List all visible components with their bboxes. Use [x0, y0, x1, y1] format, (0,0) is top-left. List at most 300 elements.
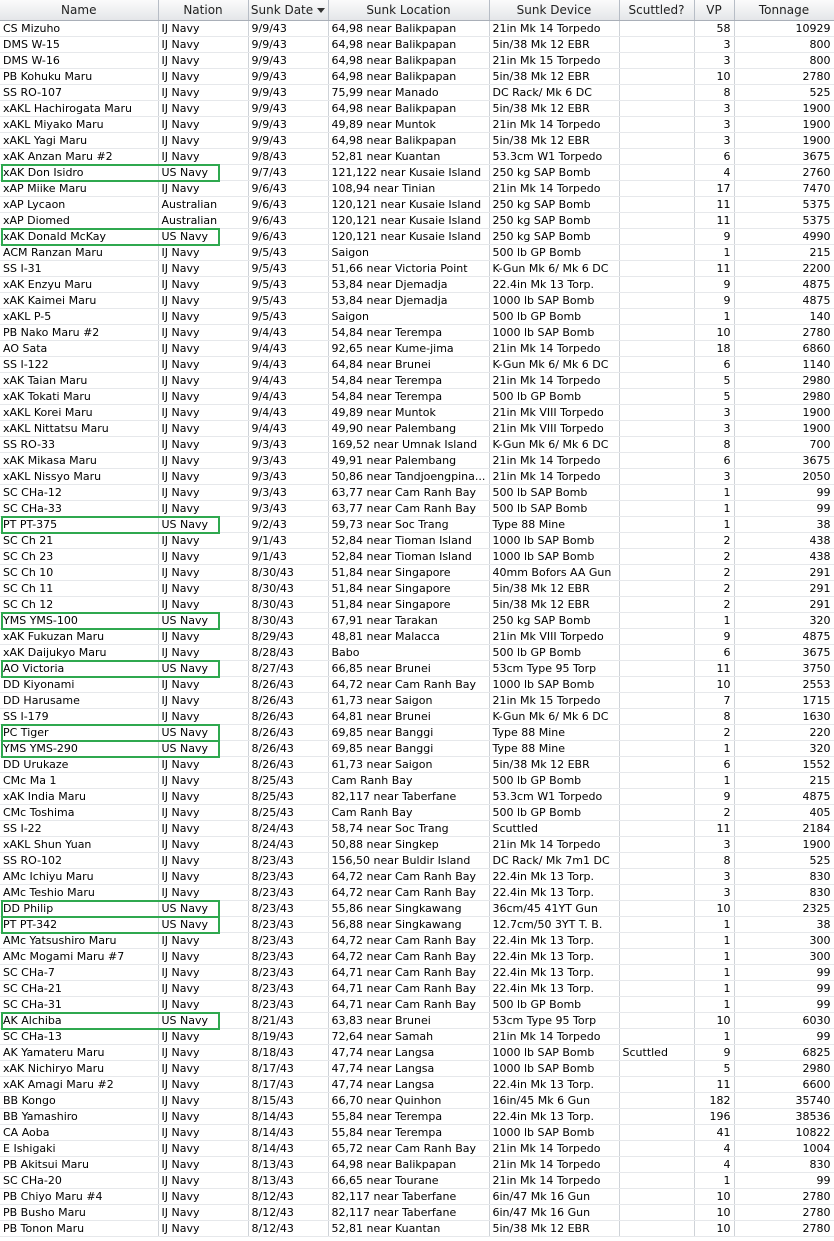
cell-sunk-location: 108,94 near Tinian: [328, 181, 489, 197]
cell-tonnage: 830: [734, 885, 834, 901]
cell-vp: 17: [694, 181, 734, 197]
cell-sunk-device: 1000 lb SAP Bomb: [489, 325, 619, 341]
cell-scuttled: [619, 165, 694, 181]
cell-scuttled: [619, 357, 694, 373]
cell-nation: IJ Navy: [158, 1189, 248, 1205]
cell-name: ACM Ranzan Maru: [0, 245, 158, 261]
table-row[interactable]: [0, 421, 834, 437]
cell-scuttled: [619, 997, 694, 1013]
cell-vp: 10: [694, 1205, 734, 1221]
cell-tonnage: 35740: [734, 1093, 834, 1109]
cell-sunk-device: 1000 lb SAP Bomb: [489, 549, 619, 565]
table-row[interactable]: [0, 565, 834, 581]
cell-sunk-device: 21in Mk 14 Torpedo: [489, 21, 619, 37]
cell-tonnage: 4875: [734, 629, 834, 645]
cell-nation: IJ Navy: [158, 1125, 248, 1141]
table-row[interactable]: [0, 373, 834, 389]
cell-sunk-date: 8/12/43: [248, 1221, 328, 1237]
cell-vp: 3: [694, 469, 734, 485]
cell-tonnage: 300: [734, 933, 834, 949]
cell-sunk-date: 9/6/43: [248, 229, 328, 245]
table-row[interactable]: [0, 1205, 834, 1221]
cell-tonnage: 38: [734, 917, 834, 933]
cell-sunk-date: 8/17/43: [248, 1061, 328, 1077]
cell-nation: IJ Navy: [158, 757, 248, 773]
table-row[interactable]: [0, 629, 834, 645]
table-row[interactable]: [0, 1077, 834, 1093]
cell-sunk-date: 8/14/43: [248, 1125, 328, 1141]
cell-sunk-location: 64,72 near Cam Ranh Bay: [328, 933, 489, 949]
cell-sunk-device: 250 kg SAP Bomb: [489, 197, 619, 213]
table-row[interactable]: [0, 949, 834, 965]
cell-sunk-date: 9/5/43: [248, 293, 328, 309]
cell-sunk-location: 55,84 near Terempa: [328, 1125, 489, 1141]
table-row[interactable]: [0, 85, 834, 101]
cell-nation: IJ Navy: [158, 1205, 248, 1221]
cell-nation: IJ Navy: [158, 789, 248, 805]
cell-sunk-device: K-Gun Mk 6/ Mk 6 DC: [489, 357, 619, 373]
table-row[interactable]: [0, 1029, 834, 1045]
cell-vp: 10: [694, 1013, 734, 1029]
table-row[interactable]: [0, 453, 834, 469]
cell-vp: 1: [694, 1029, 734, 1045]
column-header-label: Name: [61, 3, 97, 17]
table-row[interactable]: [0, 837, 834, 853]
cell-nation: IJ Navy: [158, 181, 248, 197]
cell-tonnage: 99: [734, 981, 834, 997]
cell-vp: 58: [694, 21, 734, 37]
table-row[interactable]: [0, 901, 834, 917]
cell-name: xAK India Maru: [0, 789, 158, 805]
table-row[interactable]: [0, 389, 834, 405]
cell-nation: IJ Navy: [158, 421, 248, 437]
cell-sunk-date: 8/18/43: [248, 1045, 328, 1061]
cell-tonnage: 2050: [734, 469, 834, 485]
cell-tonnage: 99: [734, 501, 834, 517]
cell-nation: IJ Navy: [158, 645, 248, 661]
cell-scuttled: [619, 837, 694, 853]
cell-sunk-device: 21in Mk 15 Torpedo: [489, 53, 619, 69]
cell-scuttled: [619, 117, 694, 133]
cell-tonnage: 700: [734, 437, 834, 453]
cell-name: SC Ch 10: [0, 565, 158, 581]
cell-nation: IJ Navy: [158, 37, 248, 53]
cell-tonnage: 6600: [734, 1077, 834, 1093]
cell-sunk-location: 64,98 near Balikpapan: [328, 1157, 489, 1173]
cell-nation: IJ Navy: [158, 533, 248, 549]
cell-sunk-location: 61,73 near Saigon: [328, 693, 489, 709]
table-row[interactable]: [0, 869, 834, 885]
cell-scuttled: [619, 677, 694, 693]
cell-sunk-device: 22.4in Mk 13 Torp.: [489, 869, 619, 885]
cell-sunk-location: 65,72 near Cam Ranh Bay: [328, 1141, 489, 1157]
cell-vp: 8: [694, 709, 734, 725]
cell-sunk-date: 8/13/43: [248, 1157, 328, 1173]
table-row[interactable]: [0, 469, 834, 485]
table-row[interactable]: [0, 1189, 834, 1205]
cell-sunk-location: 156,50 near Buldir Island: [328, 853, 489, 869]
cell-sunk-location: 51,84 near Singapore: [328, 581, 489, 597]
table-row[interactable]: [0, 773, 834, 789]
cell-sunk-device: 250 kg SAP Bomb: [489, 613, 619, 629]
table-row[interactable]: [0, 309, 834, 325]
cell-vp: 11: [694, 1077, 734, 1093]
cell-vp: 10: [694, 325, 734, 341]
cell-sunk-date: 9/8/43: [248, 149, 328, 165]
cell-scuttled: [619, 533, 694, 549]
cell-sunk-date: 8/26/43: [248, 741, 328, 757]
cell-sunk-device: 22.4in Mk 13 Torp.: [489, 885, 619, 901]
table-row[interactable]: [0, 245, 834, 261]
table-row[interactable]: [0, 933, 834, 949]
cell-tonnage: 7470: [734, 181, 834, 197]
cell-nation: IJ Navy: [158, 453, 248, 469]
cell-sunk-device: 21in Mk VIII Torpedo: [489, 629, 619, 645]
table-row[interactable]: [0, 197, 834, 213]
table-row[interactable]: [0, 341, 834, 357]
cell-tonnage: 2780: [734, 1205, 834, 1221]
table-row[interactable]: [0, 613, 834, 629]
cell-name: xAK Fukuzan Maru: [0, 629, 158, 645]
column-header-nation[interactable]: [158, 0, 248, 21]
table-row[interactable]: [0, 1013, 834, 1029]
cell-scuttled: [619, 709, 694, 725]
cell-name: BB Kongo: [0, 1093, 158, 1109]
table-row[interactable]: [0, 725, 834, 741]
cell-sunk-device: 21in Mk 14 Torpedo: [489, 117, 619, 133]
cell-sunk-location: 82,117 near Taberfane: [328, 1189, 489, 1205]
cell-name: SC CHa-33: [0, 501, 158, 517]
cell-sunk-device: 500 lb GP Bomb: [489, 773, 619, 789]
cell-sunk-location: 64,81 near Brunei: [328, 709, 489, 725]
table-row[interactable]: [0, 693, 834, 709]
cell-sunk-date: 9/3/43: [248, 485, 328, 501]
cell-sunk-location: 63,77 near Cam Ranh Bay: [328, 485, 489, 501]
table-row[interactable]: [0, 677, 834, 693]
table-row[interactable]: [0, 853, 834, 869]
cell-sunk-device: 22.4in Mk 13 Torp.: [489, 981, 619, 997]
cell-name: xAKL Shun Yuan: [0, 837, 158, 853]
cell-scuttled: [619, 853, 694, 869]
cell-tonnage: 2200: [734, 261, 834, 277]
column-header-label: Sunk Date: [250, 3, 314, 17]
table-row[interactable]: [0, 789, 834, 805]
cell-scuttled: [619, 1205, 694, 1221]
cell-sunk-location: 63,77 near Cam Ranh Bay: [328, 501, 489, 517]
cell-scuttled: [619, 245, 694, 261]
cell-sunk-date: 9/3/43: [248, 501, 328, 517]
cell-nation: IJ Navy: [158, 437, 248, 453]
cell-sunk-device: K-Gun Mk 6/ Mk 6 DC: [489, 437, 619, 453]
table-row[interactable]: [0, 1141, 834, 1157]
table-row[interactable]: [0, 1045, 834, 1061]
cell-scuttled: [619, 85, 694, 101]
table-row[interactable]: [0, 821, 834, 837]
cell-sunk-location: 67,91 near Tarakan: [328, 613, 489, 629]
table-row[interactable]: [0, 213, 834, 229]
column-header-scuttled[interactable]: [619, 0, 694, 21]
cell-nation: IJ Navy: [158, 341, 248, 357]
cell-sunk-date: 9/9/43: [248, 21, 328, 37]
column-header-vp[interactable]: [694, 0, 734, 21]
cell-sunk-location: 56,88 near Singkawang: [328, 917, 489, 933]
cell-sunk-date: 8/30/43: [248, 597, 328, 613]
cell-scuttled: [619, 69, 694, 85]
cell-scuttled: [619, 1029, 694, 1045]
cell-name: DD Harusame: [0, 693, 158, 709]
table-row[interactable]: [0, 357, 834, 373]
cell-tonnage: 438: [734, 533, 834, 549]
cell-sunk-device: K-Gun Mk 6/ Mk 6 DC: [489, 261, 619, 277]
cell-vp: 1: [694, 501, 734, 517]
table-row[interactable]: [0, 661, 834, 677]
cell-scuttled: [619, 549, 694, 565]
cell-tonnage: 3675: [734, 149, 834, 165]
cell-name: SS I-122: [0, 357, 158, 373]
cell-sunk-location: 64,72 near Cam Ranh Bay: [328, 885, 489, 901]
cell-sunk-date: 8/23/43: [248, 965, 328, 981]
cell-vp: 4: [694, 165, 734, 181]
cell-scuttled: [619, 421, 694, 437]
cell-scuttled: [619, 1173, 694, 1189]
cell-name: SC CHa-20: [0, 1173, 158, 1189]
table-row[interactable]: [0, 997, 834, 1013]
column-header-sunk-location[interactable]: [328, 0, 489, 21]
table-row[interactable]: [0, 517, 834, 533]
cell-tonnage: 38: [734, 517, 834, 533]
cell-sunk-date: 9/5/43: [248, 261, 328, 277]
table-row[interactable]: [0, 293, 834, 309]
cell-sunk-date: 9/9/43: [248, 69, 328, 85]
table-row[interactable]: [0, 965, 834, 981]
table-row[interactable]: [0, 277, 834, 293]
cell-sunk-date: 8/29/43: [248, 629, 328, 645]
table-row[interactable]: [0, 981, 834, 997]
cell-sunk-location: 64,98 near Balikpapan: [328, 53, 489, 69]
table-row[interactable]: [0, 69, 834, 85]
cell-vp: 3: [694, 421, 734, 437]
cell-name: CMc Ma 1: [0, 773, 158, 789]
cell-name: PB Chiyo Maru #4: [0, 1189, 158, 1205]
cell-sunk-location: 49,89 near Muntok: [328, 117, 489, 133]
cell-nation: IJ Navy: [158, 837, 248, 853]
cell-vp: 1: [694, 933, 734, 949]
column-header-name[interactable]: [0, 0, 158, 21]
table-row[interactable]: [0, 1061, 834, 1077]
cell-sunk-location: 82,117 near Taberfane: [328, 789, 489, 805]
cell-sunk-device: Scuttled: [489, 821, 619, 837]
cell-vp: 1: [694, 965, 734, 981]
cell-tonnage: 1552: [734, 757, 834, 773]
cell-name: xAKL Nissyo Maru: [0, 469, 158, 485]
table-row[interactable]: [0, 1157, 834, 1173]
table-row[interactable]: [0, 149, 834, 165]
table-row[interactable]: [0, 117, 834, 133]
cell-name: PB Kohuku Maru: [0, 69, 158, 85]
cell-nation: IJ Navy: [158, 277, 248, 293]
cell-sunk-location: 66,65 near Tourane: [328, 1173, 489, 1189]
cell-scuttled: [619, 885, 694, 901]
cell-sunk-date: 8/24/43: [248, 837, 328, 853]
table-row[interactable]: [0, 485, 834, 501]
cell-scuttled: [619, 661, 694, 677]
cell-sunk-device: 22.4in Mk 13 Torp.: [489, 965, 619, 981]
table-row[interactable]: [0, 437, 834, 453]
cell-sunk-location: 55,84 near Terempa: [328, 1109, 489, 1125]
cell-vp: 3: [694, 133, 734, 149]
cell-sunk-device: 53.3cm W1 Torpedo: [489, 789, 619, 805]
cell-tonnage: 4990: [734, 229, 834, 245]
cell-sunk-device: 21in Mk 14 Torpedo: [489, 341, 619, 357]
table-row[interactable]: [0, 405, 834, 421]
table-row[interactable]: [0, 549, 834, 565]
cell-tonnage: 405: [734, 805, 834, 821]
cell-nation: IJ Navy: [158, 133, 248, 149]
cell-sunk-date: 8/23/43: [248, 869, 328, 885]
cell-sunk-location: 53,84 near Djemadja: [328, 293, 489, 309]
cell-tonnage: 99: [734, 965, 834, 981]
cell-tonnage: 3750: [734, 661, 834, 677]
cell-sunk-device: 21in Mk VIII Torpedo: [489, 421, 619, 437]
cell-sunk-location: 52,81 near Kuantan: [328, 1221, 489, 1237]
table-row[interactable]: [0, 181, 834, 197]
cell-tonnage: 4875: [734, 293, 834, 309]
cell-sunk-device: 21in Mk 14 Torpedo: [489, 1029, 619, 1045]
table-row[interactable]: [0, 805, 834, 821]
cell-scuttled: [619, 741, 694, 757]
cell-name: SS I-22: [0, 821, 158, 837]
cell-name: PT PT-375: [0, 517, 158, 533]
cell-vp: 4: [694, 1141, 734, 1157]
cell-tonnage: 3675: [734, 645, 834, 661]
table-row[interactable]: [0, 1125, 834, 1141]
cell-nation: US Navy: [158, 165, 248, 181]
cell-sunk-device: 21in Mk 14 Torpedo: [489, 1173, 619, 1189]
cell-name: xAK Mikasa Maru: [0, 453, 158, 469]
table-row[interactable]: [0, 1109, 834, 1125]
table-row[interactable]: [0, 261, 834, 277]
cell-sunk-device: 500 lb SAP Bomb: [489, 501, 619, 517]
table-row[interactable]: [0, 165, 834, 181]
table-row[interactable]: [0, 757, 834, 773]
cell-name: xAK Tokati Maru: [0, 389, 158, 405]
cell-scuttled: [619, 181, 694, 197]
cell-sunk-device: DC Rack/ Mk 7m1 DC: [489, 853, 619, 869]
column-header-sunk-date[interactable]: [248, 0, 328, 21]
cell-scuttled: [619, 693, 694, 709]
cell-sunk-date: 9/2/43: [248, 517, 328, 533]
cell-nation: Australian: [158, 197, 248, 213]
cell-tonnage: 320: [734, 613, 834, 629]
cell-sunk-date: 9/4/43: [248, 373, 328, 389]
cell-name: AMc Mogami Maru #7: [0, 949, 158, 965]
cell-sunk-date: 8/26/43: [248, 677, 328, 693]
cell-vp: 18: [694, 341, 734, 357]
table-row[interactable]: [0, 325, 834, 341]
cell-tonnage: 1900: [734, 101, 834, 117]
cell-sunk-device: 22.4in Mk 13 Torp.: [489, 933, 619, 949]
cell-vp: 10: [694, 901, 734, 917]
column-header-sunk-device[interactable]: [489, 0, 619, 21]
cell-scuttled: [619, 149, 694, 165]
column-header-tonnage[interactable]: [734, 0, 834, 21]
table-row[interactable]: [0, 37, 834, 53]
cell-nation: IJ Navy: [158, 677, 248, 693]
table-row[interactable]: [0, 645, 834, 661]
cell-vp: 9: [694, 629, 734, 645]
cell-sunk-location: 47,74 near Langsa: [328, 1045, 489, 1061]
table-row[interactable]: [0, 741, 834, 757]
cell-sunk-device: 16in/45 Mk 6 Gun: [489, 1093, 619, 1109]
cell-vp: 11: [694, 197, 734, 213]
cell-nation: US Navy: [158, 661, 248, 677]
cell-vp: 9: [694, 1045, 734, 1061]
cell-name: CMc Toshima: [0, 805, 158, 821]
cell-tonnage: 2780: [734, 1221, 834, 1237]
cell-scuttled: [619, 645, 694, 661]
cell-nation: IJ Navy: [158, 549, 248, 565]
table-row[interactable]: [0, 885, 834, 901]
cell-tonnage: 800: [734, 37, 834, 53]
cell-sunk-date: 9/4/43: [248, 341, 328, 357]
cell-sunk-device: 500 lb GP Bomb: [489, 997, 619, 1013]
cell-sunk-date: 8/26/43: [248, 693, 328, 709]
cell-sunk-device: 500 lb GP Bomb: [489, 645, 619, 661]
cell-sunk-device: 53.3cm W1 Torpedo: [489, 149, 619, 165]
table-row[interactable]: [0, 1173, 834, 1189]
cell-tonnage: 2780: [734, 1189, 834, 1205]
cell-nation: IJ Navy: [158, 1157, 248, 1173]
cell-scuttled: [619, 53, 694, 69]
cell-sunk-date: 8/25/43: [248, 773, 328, 789]
cell-sunk-date: 9/5/43: [248, 277, 328, 293]
cell-sunk-device: 500 lb GP Bomb: [489, 245, 619, 261]
cell-sunk-date: 8/23/43: [248, 997, 328, 1013]
cell-sunk-device: 5in/38 Mk 12 EBR: [489, 69, 619, 85]
cell-name: DD Urukaze: [0, 757, 158, 773]
table-row[interactable]: [0, 581, 834, 597]
cell-scuttled: [619, 965, 694, 981]
cell-sunk-location: 51,66 near Victoria Point: [328, 261, 489, 277]
cell-nation: IJ Navy: [158, 1109, 248, 1125]
cell-sunk-location: 64,98 near Balikpapan: [328, 101, 489, 117]
table-row[interactable]: [0, 597, 834, 613]
cell-sunk-location: 120,121 near Kusaie Island: [328, 213, 489, 229]
table-row[interactable]: [0, 501, 834, 517]
cell-sunk-date: 9/3/43: [248, 437, 328, 453]
table-row[interactable]: [0, 53, 834, 69]
table-row[interactable]: [0, 1093, 834, 1109]
table-row[interactable]: [0, 21, 834, 37]
cell-vp: 3: [694, 885, 734, 901]
table-row[interactable]: [0, 709, 834, 725]
table-row[interactable]: [0, 101, 834, 117]
cell-vp: 3: [694, 837, 734, 853]
table-row[interactable]: [0, 1221, 834, 1237]
table-row[interactable]: [0, 917, 834, 933]
cell-name: CS Mizuho: [0, 21, 158, 37]
cell-nation: IJ Navy: [158, 21, 248, 37]
table-row[interactable]: [0, 229, 834, 245]
cell-name: xAKL Yagi Maru: [0, 133, 158, 149]
cell-sunk-date: 9/5/43: [248, 245, 328, 261]
cell-name: xAK Enzyu Maru: [0, 277, 158, 293]
table-row[interactable]: [0, 533, 834, 549]
cell-sunk-location: 47,74 near Langsa: [328, 1077, 489, 1093]
table-row[interactable]: [0, 133, 834, 149]
cell-sunk-device: Type 88 Mine: [489, 725, 619, 741]
cell-tonnage: 438: [734, 549, 834, 565]
